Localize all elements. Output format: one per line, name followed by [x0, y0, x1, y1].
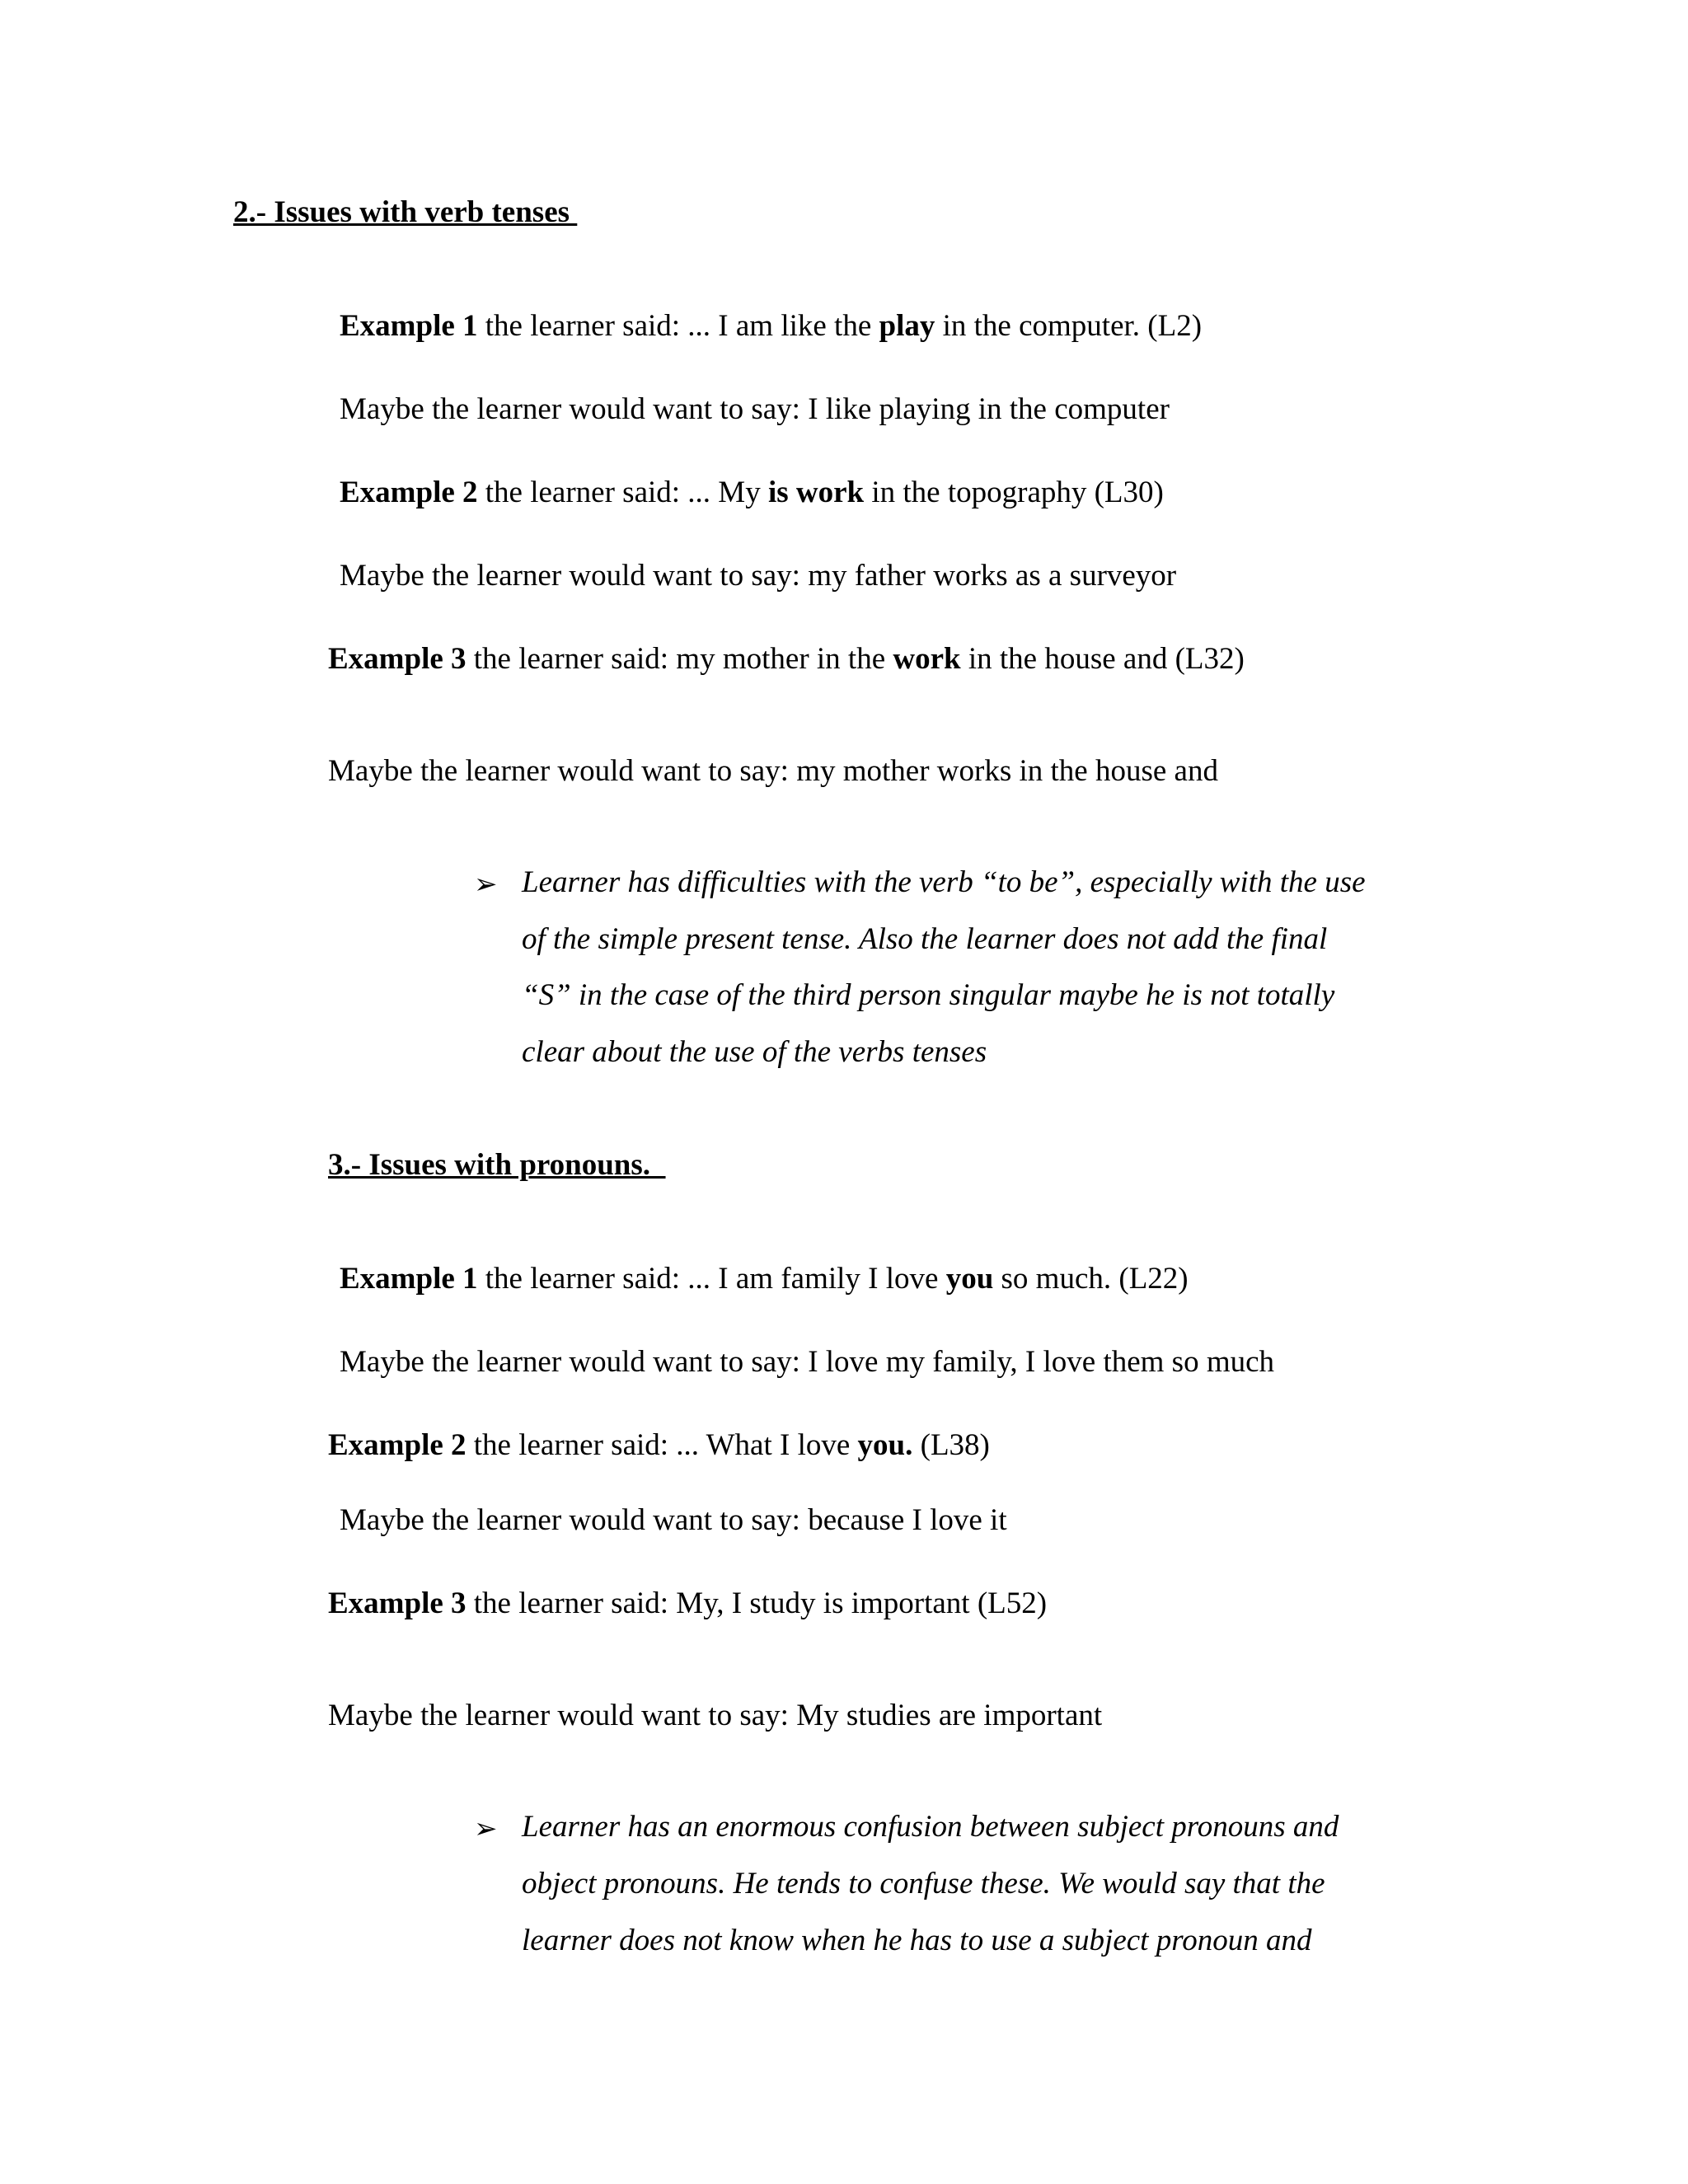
bullet-arrow-icon: ➢ — [474, 1814, 498, 1844]
example-label: Example 1 — [340, 1262, 478, 1296]
s3-note-line: learner does not know when he has to use a subject pronoun and — [522, 1924, 1312, 1957]
s2-example-3-said — [328, 641, 1245, 677]
said-text: the learner said: ... I am like the — [477, 309, 879, 343]
s3-example-3-said — [328, 1586, 1047, 1622]
s3-example-2-maybe: Maybe the learner would want to say: because I love it — [340, 1503, 1007, 1537]
said-text: in the computer. (L2) — [935, 309, 1203, 343]
s2-note-line: of the simple present tense. Also the learner does not add the final — [522, 922, 1328, 956]
said-text: the learner said: ... My — [477, 476, 768, 509]
example-label: Example 3 — [328, 642, 467, 676]
s3-example-1-said — [340, 1261, 1189, 1297]
section-2-heading: 2.- Issues with verb tenses — [233, 195, 578, 229]
s2-note-line: Learner has difficulties with the verb “to be”, especially with the use — [522, 865, 1366, 899]
error-word: is work — [767, 476, 865, 509]
error-word: play — [879, 309, 935, 343]
s2-example-2-said — [340, 475, 1164, 511]
said-text: the learner said: My, I study is important (L52) — [466, 1586, 1048, 1620]
s2-example-1-said — [340, 308, 1202, 344]
said-text: in the house and (L32) — [960, 642, 1245, 676]
section-3-heading: 3.- Issues with pronouns. — [328, 1148, 666, 1182]
s2-example-1-maybe: Maybe the learner would want to say: I like playing in the computer — [340, 392, 1170, 426]
s2-example-3-maybe: Maybe the learner would want to say: my mother works in the house and — [328, 754, 1218, 788]
s2-note-line: clear about the use of the verbs tenses — [522, 1035, 987, 1069]
said-text: the learner said: my mother in the — [466, 642, 893, 676]
s3-example-3-maybe: Maybe the learner would want to say: My studies are important — [328, 1699, 1103, 1732]
example-label: Example 2 — [328, 1428, 467, 1462]
s3-note-line: object pronouns. He tends to confuse these. We would say that the — [522, 1867, 1325, 1900]
error-word: you. — [857, 1428, 913, 1462]
example-label: Example 2 — [340, 476, 478, 509]
error-word: work — [893, 642, 961, 676]
said-text: the learner said: ... I am family I love — [477, 1262, 946, 1296]
s3-note-line: Learner has an enormous confusion between subject pronouns and — [522, 1810, 1339, 1844]
example-label: Example 1 — [340, 309, 478, 343]
s2-note-line: “S” in the case of the third person singular maybe he is not totally — [522, 978, 1335, 1012]
said-text: so much. (L22) — [993, 1262, 1189, 1296]
s3-example-1-maybe: Maybe the learner would want to say: I love my family, I love them so much — [340, 1345, 1275, 1379]
s2-example-2-maybe: Maybe the learner would want to say: my father works as a surveyor — [340, 559, 1177, 593]
said-text: the learner said: ... What I love — [466, 1428, 858, 1462]
said-text: in the topography (L30) — [864, 476, 1164, 509]
said-text: (L38) — [912, 1428, 990, 1462]
s3-example-2-said — [328, 1427, 990, 1464]
error-word: you — [945, 1262, 994, 1296]
bullet-arrow-icon: ➢ — [474, 869, 498, 900]
example-label: Example 3 — [328, 1586, 467, 1620]
